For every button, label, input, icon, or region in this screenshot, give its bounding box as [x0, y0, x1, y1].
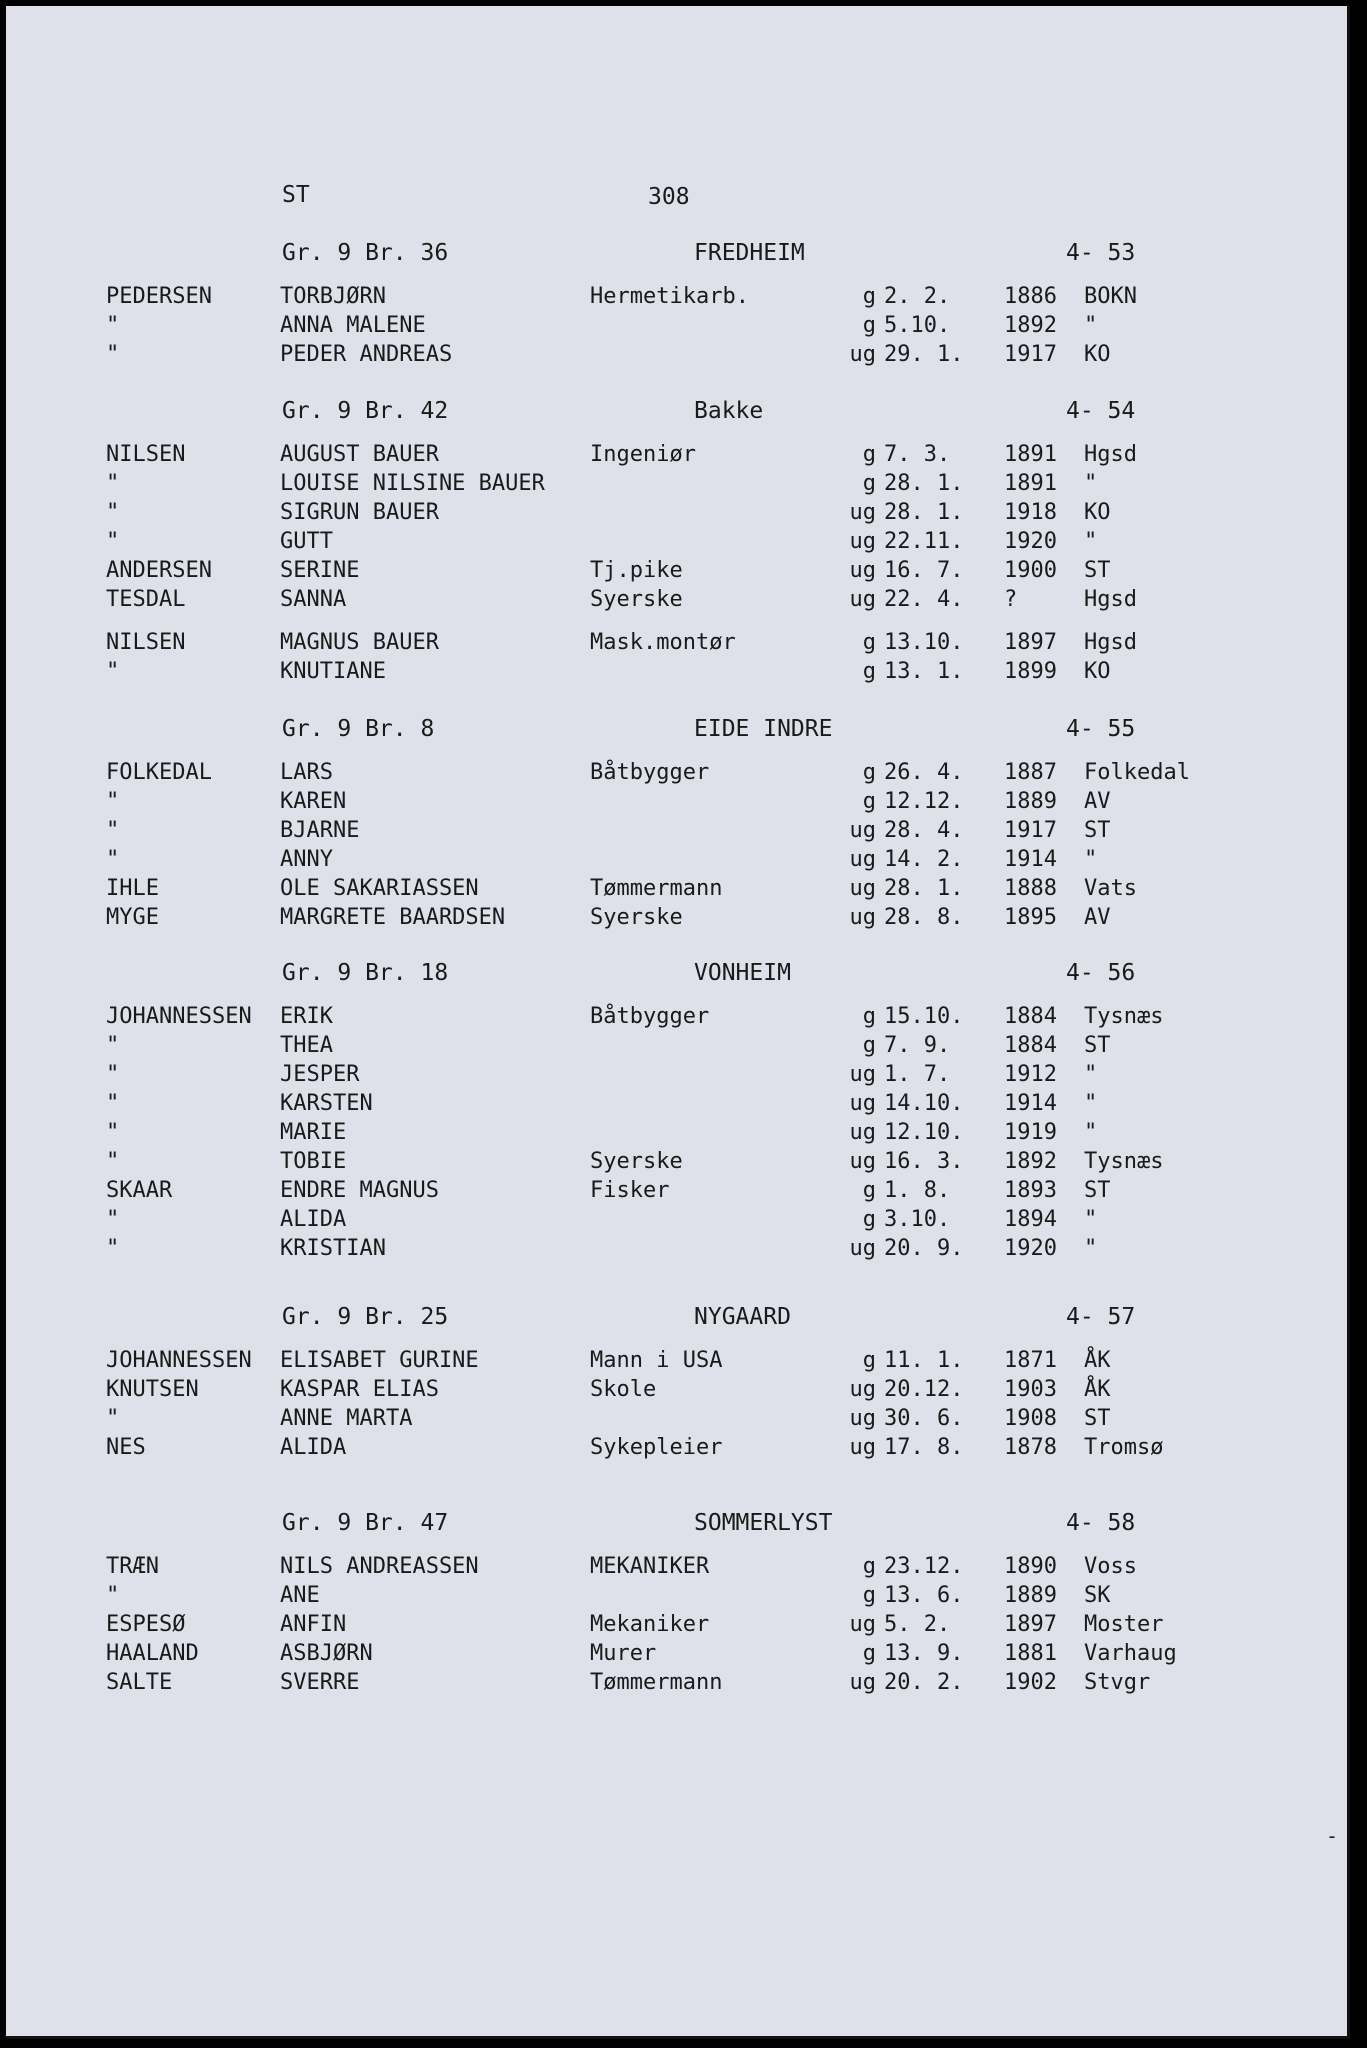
marital-status: ug — [849, 847, 876, 872]
occupation: Syerske — [590, 905, 683, 930]
birth-date: 13. 6. — [884, 1583, 964, 1608]
surname: KNUTSEN — [106, 1377, 199, 1402]
birth-date: 14. 2. — [884, 847, 964, 872]
marital-status: g — [862, 313, 876, 338]
given-names: KRISTIAN — [280, 1236, 386, 1261]
birth-year: 1917 — [1004, 342, 1057, 367]
birth-place: Stvgr — [1084, 1670, 1151, 1695]
person-row — [6, 1091, 1347, 1120]
person-row — [6, 313, 1347, 342]
person-row — [6, 789, 1347, 818]
section-code: 4- 55 — [1066, 716, 1136, 742]
section-code: 4- 53 — [1066, 240, 1136, 266]
occupation: Båtbygger — [590, 760, 710, 785]
birth-date: 12.10. — [884, 1120, 964, 1145]
birth-date: 26. 4. — [884, 760, 964, 785]
birth-year: 1889 — [1004, 1583, 1057, 1608]
birth-place: AV — [1084, 789, 1111, 814]
birth-place: ÅK — [1084, 1348, 1111, 1373]
person-row — [6, 1377, 1347, 1406]
given-names: AUGUST BAUER — [280, 442, 439, 467]
farm-name: Bakke — [694, 398, 764, 424]
birth-date: 23.12. — [884, 1554, 964, 1579]
surname: " — [106, 1062, 120, 1087]
given-names: ERIK — [280, 1004, 333, 1029]
marital-status: g — [862, 789, 876, 814]
person-row — [6, 847, 1347, 876]
marital-status: g — [862, 471, 876, 496]
given-names: SERINE — [280, 558, 360, 583]
marital-status: g — [862, 284, 876, 309]
given-names: SVERRE — [280, 1670, 360, 1695]
occupation: Ingeniør — [590, 442, 696, 467]
marital-status: ug — [849, 1435, 876, 1460]
birth-year: 1899 — [1004, 659, 1057, 684]
marital-status: ug — [849, 1149, 876, 1174]
birth-year: 1884 — [1004, 1004, 1057, 1029]
birth-place: " — [1084, 1120, 1098, 1145]
birth-date: 28. 1. — [884, 500, 964, 525]
birth-place: AV — [1084, 905, 1111, 930]
marital-status: ug — [849, 342, 876, 367]
farm-name: NYGAARD — [694, 1304, 791, 1330]
person-row — [6, 1612, 1347, 1641]
birth-year: 1893 — [1004, 1178, 1057, 1203]
person-row — [6, 558, 1347, 587]
birth-year: 1886 — [1004, 284, 1057, 309]
section-header — [6, 1510, 1347, 1540]
section-header — [6, 240, 1347, 270]
birth-date: 16. 3. — [884, 1149, 964, 1174]
person-row — [6, 1554, 1347, 1583]
birth-place: Tysnæs — [1084, 1149, 1164, 1174]
birth-date: 15.10. — [884, 1004, 964, 1029]
given-names: ALIDA — [280, 1435, 347, 1460]
birth-place: ST — [1084, 1033, 1111, 1058]
given-names: BJARNE — [280, 818, 360, 843]
birth-year: 1892 — [1004, 1149, 1057, 1174]
section-header — [6, 1304, 1347, 1334]
marital-status: g — [862, 1583, 876, 1608]
birth-year: 1908 — [1004, 1406, 1057, 1431]
birth-date: 22. 4. — [884, 587, 964, 612]
birth-date: 28. 1. — [884, 471, 964, 496]
birth-place: Hgsd — [1084, 442, 1137, 467]
birth-place: ST — [1084, 558, 1111, 583]
marital-status: g — [862, 760, 876, 785]
person-row — [6, 760, 1347, 789]
person-row — [6, 1670, 1347, 1699]
person-row — [6, 1207, 1347, 1236]
marital-status: g — [862, 1641, 876, 1666]
birth-date: 3.10. — [884, 1207, 951, 1232]
birth-year: 1871 — [1004, 1348, 1057, 1373]
surname: PEDERSEN — [106, 284, 212, 309]
marital-status: ug — [849, 905, 876, 930]
birth-date: 17. 8. — [884, 1435, 964, 1460]
birth-year: 1920 — [1004, 1236, 1057, 1261]
marital-status: g — [862, 630, 876, 655]
marital-status: ug — [849, 1120, 876, 1145]
surname: " — [106, 1583, 120, 1608]
gr-br-label: Gr. 9 Br. 25 — [282, 1304, 449, 1330]
birth-place: Hgsd — [1084, 587, 1137, 612]
section-header — [6, 398, 1347, 428]
surname: IHLE — [106, 876, 159, 901]
birth-year: 1884 — [1004, 1033, 1057, 1058]
birth-place: " — [1084, 1091, 1098, 1116]
birth-date: 1. 7. — [884, 1062, 951, 1087]
person-row — [6, 1236, 1347, 1265]
section-code: 4- 54 — [1066, 398, 1136, 424]
birth-date: 20.12. — [884, 1377, 964, 1402]
birth-year: 1889 — [1004, 789, 1057, 814]
given-names: SANNA — [280, 587, 347, 612]
occupation: MEKANIKER — [590, 1554, 710, 1579]
person-row — [6, 1120, 1347, 1149]
person-row — [6, 471, 1347, 500]
birth-place: ST — [1084, 1406, 1111, 1431]
given-names: PEDER ANDREAS — [280, 342, 453, 367]
surname: " — [106, 1033, 120, 1058]
birth-year: 1895 — [1004, 905, 1057, 930]
birth-place: " — [1084, 529, 1098, 554]
surname: " — [106, 1091, 120, 1116]
given-names: ANFIN — [280, 1612, 347, 1637]
given-names: MARIE — [280, 1120, 347, 1145]
person-row — [6, 659, 1347, 688]
occupation: Syerske — [590, 587, 683, 612]
surname: ANDERSEN — [106, 558, 212, 583]
birth-place: " — [1084, 847, 1098, 872]
surname: " — [106, 342, 120, 367]
birth-year: 1912 — [1004, 1062, 1057, 1087]
person-row — [6, 442, 1347, 471]
surname: " — [106, 313, 120, 338]
surname: ESPESØ — [106, 1612, 186, 1637]
farm-name: EIDE INDRE — [694, 716, 833, 742]
given-names: THEA — [280, 1033, 333, 1058]
marital-status: ug — [849, 876, 876, 901]
birth-date: 28. 4. — [884, 818, 964, 843]
birth-date: 13. 9. — [884, 1641, 964, 1666]
birth-year: 1888 — [1004, 876, 1057, 901]
marital-status: g — [862, 1207, 876, 1232]
given-names: LARS — [280, 760, 333, 785]
person-row — [6, 1583, 1347, 1612]
birth-date: 30. 6. — [884, 1406, 964, 1431]
birth-year: 1918 — [1004, 500, 1057, 525]
birth-place: KO — [1084, 342, 1111, 367]
header-left: ST — [282, 182, 310, 208]
birth-year: 1900 — [1004, 558, 1057, 583]
given-names: SIGRUN BAUER — [280, 500, 439, 525]
birth-year: 1892 — [1004, 313, 1057, 338]
surname: SKAAR — [106, 1178, 173, 1203]
birth-date: 14.10. — [884, 1091, 964, 1116]
occupation: Sykepleier — [590, 1435, 723, 1460]
birth-date: 20. 9. — [884, 1236, 964, 1261]
marital-status: g — [862, 1004, 876, 1029]
person-row — [6, 1178, 1347, 1207]
document-page — [6, 6, 1350, 2039]
birth-year: 1897 — [1004, 1612, 1057, 1637]
given-names: ENDRE MAGNUS — [280, 1178, 439, 1203]
given-names: ANE — [280, 1583, 320, 1608]
birth-place: " — [1084, 471, 1098, 496]
surname: " — [106, 1149, 120, 1174]
surname: HAALAND — [106, 1641, 199, 1666]
occupation: Båtbygger — [590, 1004, 710, 1029]
surname: NILSEN — [106, 630, 186, 655]
farm-name: VONHEIM — [694, 960, 791, 986]
marital-status: ug — [849, 1236, 876, 1261]
birth-place: ST — [1084, 1178, 1111, 1203]
given-names: MAGNUS BAUER — [280, 630, 439, 655]
birth-place: " — [1084, 313, 1098, 338]
birth-year: 1920 — [1004, 529, 1057, 554]
birth-date: 28. 1. — [884, 876, 964, 901]
given-names: LOUISE NILSINE BAUER — [280, 471, 545, 496]
birth-place: KO — [1084, 659, 1111, 684]
birth-date: 5.10. — [884, 313, 951, 338]
given-names: KNUTIANE — [280, 659, 386, 684]
section-header — [6, 716, 1347, 746]
given-names: KARSTEN — [280, 1091, 373, 1116]
person-row — [6, 342, 1347, 371]
birth-year: ? — [1004, 587, 1018, 612]
surname: " — [106, 529, 120, 554]
surname: " — [106, 789, 120, 814]
marital-status: g — [862, 1178, 876, 1203]
birth-date: 13. 1. — [884, 659, 964, 684]
person-row — [6, 1004, 1347, 1033]
surname: MYGE — [106, 905, 159, 930]
occupation: Tømmermann — [590, 1670, 723, 1695]
occupation: Hermetikarb. — [590, 284, 749, 309]
birth-place: Varhaug — [1084, 1641, 1177, 1666]
gr-br-label: Gr. 9 Br. 8 — [282, 716, 435, 742]
given-names: NILS ANDREASSEN — [280, 1554, 479, 1579]
surname: " — [106, 1406, 120, 1431]
person-row — [6, 1149, 1347, 1178]
section-code: 4- 57 — [1066, 1304, 1136, 1330]
person-row — [6, 876, 1347, 905]
surname: NES — [106, 1435, 146, 1460]
person-row — [6, 1348, 1347, 1377]
birth-place: Moster — [1084, 1612, 1164, 1637]
birth-date: 28. 8. — [884, 905, 964, 930]
person-row — [6, 529, 1347, 558]
person-row — [6, 1033, 1347, 1062]
given-names: TORBJØRN — [280, 284, 386, 309]
marital-status: ug — [849, 587, 876, 612]
given-names: ALIDA — [280, 1207, 347, 1232]
surname: " — [106, 1207, 120, 1232]
birth-date: 7. 3. — [884, 442, 951, 467]
birth-year: 1878 — [1004, 1435, 1057, 1460]
given-names: ANNE MARTA — [280, 1406, 413, 1431]
birth-place: ÅK — [1084, 1377, 1111, 1402]
person-row — [6, 1641, 1347, 1670]
marital-status: g — [862, 1348, 876, 1373]
marital-status: ug — [849, 1062, 876, 1087]
gr-br-label: Gr. 9 Br. 18 — [282, 960, 449, 986]
section-header — [6, 960, 1347, 990]
marital-status: g — [862, 1554, 876, 1579]
person-row — [6, 1435, 1347, 1464]
surname: FOLKEDAL — [106, 760, 212, 785]
birth-place: Voss — [1084, 1554, 1137, 1579]
birth-place: Folkedal — [1084, 760, 1190, 785]
farm-name: FREDHEIM — [694, 240, 805, 266]
birth-year: 1881 — [1004, 1641, 1057, 1666]
birth-place: Tysnæs — [1084, 1004, 1164, 1029]
birth-place: " — [1084, 1207, 1098, 1232]
section-code: 4- 56 — [1066, 960, 1136, 986]
birth-year: 1887 — [1004, 760, 1057, 785]
given-names: ANNY — [280, 847, 333, 872]
marital-status: ug — [849, 500, 876, 525]
surname: TESDAL — [106, 587, 186, 612]
gr-br-label: Gr. 9 Br. 36 — [282, 240, 449, 266]
birth-date: 13.10. — [884, 630, 964, 655]
marital-status: ug — [849, 1091, 876, 1116]
birth-year: 1917 — [1004, 818, 1057, 843]
given-names: TOBIE — [280, 1149, 347, 1174]
birth-year: 1902 — [1004, 1670, 1057, 1695]
birth-year: 1919 — [1004, 1120, 1057, 1145]
occupation: Fisker — [590, 1178, 670, 1203]
given-names: KASPAR ELIAS — [280, 1377, 439, 1402]
birth-date: 2. 2. — [884, 284, 951, 309]
given-names: OLE SAKARIASSEN — [280, 876, 479, 901]
marital-status: ug — [849, 558, 876, 583]
birth-date: 16. 7. — [884, 558, 964, 583]
occupation: Syerske — [590, 1149, 683, 1174]
surname: JOHANNESSEN — [106, 1348, 252, 1373]
person-row — [6, 284, 1347, 313]
birth-date: 22.11. — [884, 529, 964, 554]
birth-place: ST — [1084, 818, 1111, 843]
surname: TRÆN — [106, 1554, 159, 1579]
marital-status: ug — [849, 818, 876, 843]
person-row — [6, 818, 1347, 847]
birth-year: 1891 — [1004, 442, 1057, 467]
surname: " — [106, 659, 120, 684]
surname: " — [106, 847, 120, 872]
birth-place: KO — [1084, 500, 1111, 525]
occupation: Mann i USA — [590, 1348, 723, 1373]
birth-date: 20. 2. — [884, 1670, 964, 1695]
surname: " — [106, 818, 120, 843]
surname: " — [106, 500, 120, 525]
occupation: Mask.montør — [590, 630, 736, 655]
person-row — [6, 500, 1347, 529]
person-row — [6, 630, 1347, 659]
birth-place: SK — [1084, 1583, 1111, 1608]
given-names: KAREN — [280, 789, 347, 814]
surname: " — [106, 1236, 120, 1261]
marital-status: g — [862, 442, 876, 467]
birth-place: BOKN — [1084, 284, 1137, 309]
birth-year: 1914 — [1004, 847, 1057, 872]
surname: SALTE — [106, 1670, 173, 1695]
gr-br-label: Gr. 9 Br. 42 — [282, 398, 449, 424]
section-code: 4- 58 — [1066, 1510, 1136, 1536]
birth-place: Hgsd — [1084, 630, 1137, 655]
birth-date: 5. 2. — [884, 1612, 951, 1637]
given-names: ASBJØRN — [280, 1641, 373, 1666]
occupation: Mekaniker — [590, 1612, 710, 1637]
person-row — [6, 1406, 1347, 1435]
surname: " — [106, 471, 120, 496]
birth-year: 1903 — [1004, 1377, 1057, 1402]
birth-date: 29. 1. — [884, 342, 964, 367]
birth-year: 1914 — [1004, 1091, 1057, 1116]
marital-status: g — [862, 1033, 876, 1058]
marital-status: ug — [849, 529, 876, 554]
birth-year: 1890 — [1004, 1554, 1057, 1579]
birth-date: 11. 1. — [884, 1348, 964, 1373]
birth-year: 1894 — [1004, 1207, 1057, 1232]
given-names: MARGRETE BAARDSEN — [280, 905, 506, 930]
birth-place: Vats — [1084, 876, 1137, 901]
occupation: Skole — [590, 1377, 657, 1402]
birth-year: 1891 — [1004, 471, 1057, 496]
marital-status: ug — [849, 1612, 876, 1637]
birth-place: " — [1084, 1236, 1098, 1261]
birth-date: 12.12. — [884, 789, 964, 814]
surname: JOHANNESSEN — [106, 1004, 252, 1029]
occupation: Tømmermann — [590, 876, 723, 901]
given-names: ANNA MALENE — [280, 313, 426, 338]
birth-year: 1897 — [1004, 630, 1057, 655]
page-number: 308 — [648, 184, 690, 210]
person-row — [6, 905, 1347, 934]
surname: NILSEN — [106, 442, 186, 467]
person-row — [6, 587, 1347, 616]
marital-status: ug — [849, 1406, 876, 1431]
birth-place: " — [1084, 1062, 1098, 1087]
marital-status: ug — [849, 1377, 876, 1402]
marital-status: g — [862, 659, 876, 684]
surname: " — [106, 1120, 120, 1145]
gr-br-label: Gr. 9 Br. 47 — [282, 1510, 449, 1536]
person-row — [6, 1062, 1347, 1091]
given-names: GUTT — [280, 529, 333, 554]
birth-date: 1. 8. — [884, 1178, 951, 1203]
margin-mark: ‐ — [1326, 1824, 1339, 1848]
birth-place: Tromsø — [1084, 1435, 1164, 1460]
occupation: Murer — [590, 1641, 657, 1666]
farm-name: SOMMERLYST — [694, 1510, 833, 1536]
occupation: Tj.pike — [590, 558, 683, 583]
given-names: JESPER — [280, 1062, 360, 1087]
given-names: ELISABET GURINE — [280, 1348, 479, 1373]
marital-status: ug — [849, 1670, 876, 1695]
birth-date: 7. 9. — [884, 1033, 951, 1058]
